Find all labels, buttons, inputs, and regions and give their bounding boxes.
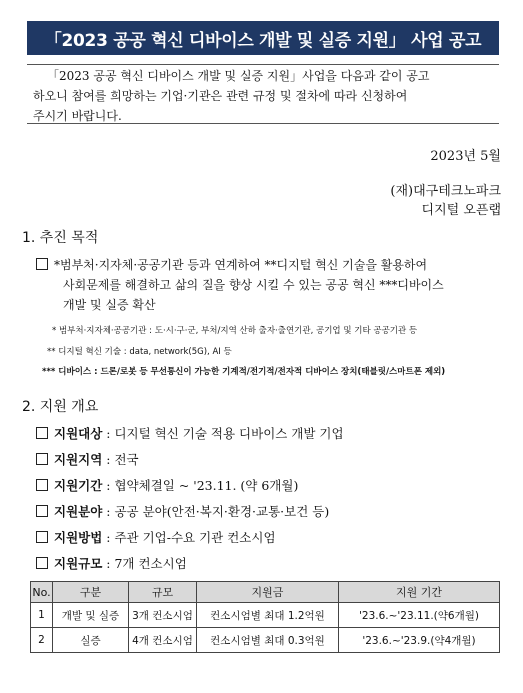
item-value: : 전국 bbox=[102, 452, 139, 467]
table-cell: 개발 및 실증 bbox=[53, 603, 129, 628]
checkbox-icon bbox=[36, 505, 48, 517]
support-item bbox=[36, 450, 139, 468]
footnote-3: *** 디바이스 : 드론/로봇 등 무선통신이 가능한 기계적/전기적/전자적 디바이스 장치(태블릿/스마트폰 제외) bbox=[42, 367, 446, 377]
section-1-title: 1. 추진 목적 bbox=[22, 230, 99, 246]
table-cell: 3개 컨소시엄 bbox=[129, 603, 197, 628]
checkbox-icon bbox=[36, 557, 48, 569]
section-1-bullet bbox=[36, 255, 506, 315]
footnote-2: ** 디지털 혁신 기술 : data, network(5G), AI 등 bbox=[47, 347, 232, 357]
column-header: No. bbox=[31, 582, 53, 603]
table-cell: '23.6.~'23.11.(약6개월) bbox=[339, 603, 500, 628]
item-value: : 디지털 혁신 기술 적용 디바이스 개발 기업 bbox=[102, 426, 344, 441]
checkbox-icon bbox=[36, 427, 48, 439]
checkbox-icon bbox=[36, 258, 48, 270]
item-value: : 공공 분야(안전·복지·환경·교통·보건 등) bbox=[102, 504, 330, 519]
item-value: : 7개 컨소시엄 bbox=[102, 556, 187, 571]
bullet-line-3: 개발 및 실증 확산 bbox=[63, 298, 156, 312]
support-item bbox=[36, 502, 329, 520]
bullet-line-2: 사회문제를 해결하고 삶의 질을 향상 시킬 수 있는 공공 혁신 ***디바이스 bbox=[63, 278, 444, 292]
column-header: 지원 기간 bbox=[339, 582, 500, 603]
table-cell: 4개 컨소시엄 bbox=[129, 628, 197, 653]
intro-text bbox=[27, 64, 499, 124]
item-value: : 주관 기업-수요 기관 컨소시엄 bbox=[102, 530, 276, 545]
item-value: : 협약체결일 ~ '23.11. (약 6개월) bbox=[102, 478, 299, 493]
support-item bbox=[36, 424, 344, 442]
table-cell: 1 bbox=[31, 603, 53, 628]
checkbox-icon bbox=[36, 531, 48, 543]
notice-date: 2023년 5월 bbox=[430, 149, 501, 164]
item-label: 지원기간 bbox=[54, 478, 103, 493]
item-label: 지원대상 bbox=[54, 426, 103, 441]
item-label: 지원규모 bbox=[54, 556, 103, 571]
table-cell: 2 bbox=[31, 628, 53, 653]
table-row bbox=[31, 603, 500, 628]
item-label: 지원지역 bbox=[54, 452, 103, 467]
organization-name: (재)대구테크노파크 bbox=[390, 184, 501, 199]
checkbox-icon bbox=[36, 479, 48, 491]
table-cell: 컨소시엄별 최대 1.2억원 bbox=[197, 603, 339, 628]
column-header: 구분 bbox=[53, 582, 129, 603]
intro-line-3: 주시기 바랍니다. bbox=[33, 109, 122, 123]
bullet-line-1: *범부처·지자체·공공기관 등과 연계하여 **디지털 혁신 기술을 활용하여 bbox=[54, 258, 428, 272]
support-table bbox=[30, 581, 500, 653]
intro-line-2: 하오니 참여를 희망하는 기업·기관은 관련 규정 및 절차에 따라 신청하여 bbox=[33, 89, 408, 103]
table-cell: '23.6.~'23.9.(약4개월) bbox=[339, 628, 500, 653]
organization-department: 디지털 오픈랩 bbox=[421, 203, 501, 218]
table-row bbox=[31, 628, 500, 653]
item-label: 지원분야 bbox=[54, 504, 103, 519]
support-item bbox=[36, 476, 298, 494]
checkbox-icon bbox=[36, 453, 48, 465]
intro-line-1: 「2023 공공 혁신 디바이스 개발 및 실증 지원」사업을 다음과 같이 공고 bbox=[47, 69, 430, 83]
footnote-1: * 범부처·지자체·공공기관 : 도·시·구·군, 부처/지역 산하 출자·출연기관, 공기업 및 기타 공공기관 등 bbox=[52, 326, 418, 336]
item-label: 지원방법 bbox=[54, 530, 103, 545]
column-header: 규모 bbox=[129, 582, 197, 603]
table-cell: 컨소시엄별 최대 0.3억원 bbox=[197, 628, 339, 653]
support-item bbox=[36, 554, 187, 572]
section-2-title: 2. 지원 개요 bbox=[22, 399, 99, 415]
table-cell: 실증 bbox=[53, 628, 129, 653]
notice-title: 「2023 공공 혁신 디바이스 개발 및 실증 지원」 사업 공고 bbox=[27, 21, 499, 55]
column-header: 지원금 bbox=[197, 582, 339, 603]
table-header-row bbox=[31, 582, 500, 603]
support-item bbox=[36, 528, 276, 546]
